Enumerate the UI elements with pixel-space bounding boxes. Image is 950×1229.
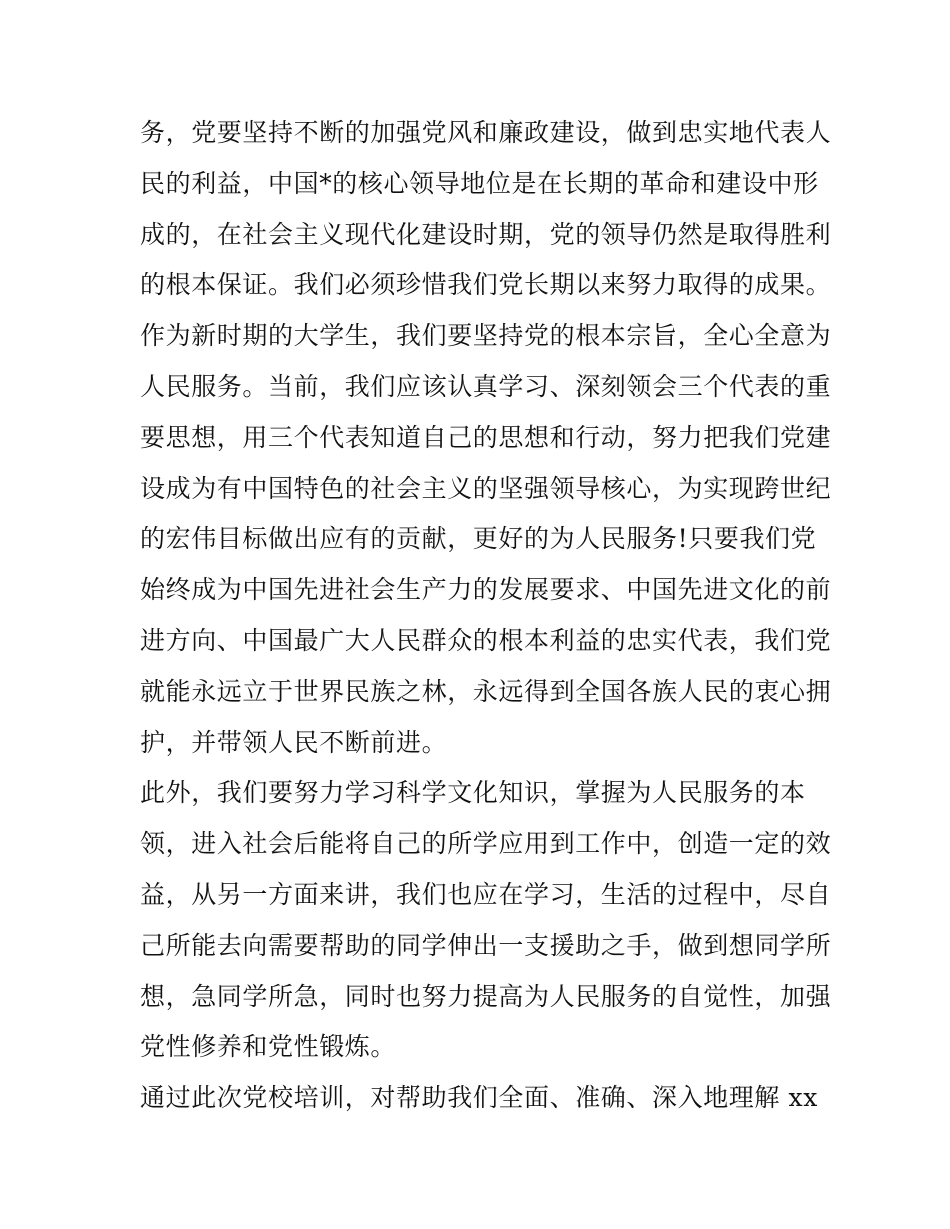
text-line: 作为新时期的大学生，我们要坚持党的根本宗旨，全心全意为 (140, 321, 832, 351)
text-line: 设成为有中国特色的社会主义的坚强领导核心，为实现跨世纪 (140, 473, 832, 503)
text-line: 益，从另一方面来讲，我们也应在学习，生活的过程中，尽自 (140, 879, 832, 909)
text-line: 务，党要坚持不断的加强党风和廉政建设，做到忠实地代表人 (140, 118, 832, 147)
text-line: 始终成为中国先进社会生产力的发展要求、中国先进文化的前 (140, 575, 832, 605)
text-line: 人民服务。当前，我们应该认真学习、深刻领会三个代表的重 (140, 371, 832, 401)
text-line: 成的，在社会主义现代化建设时期，党的领导仍然是取得胜利 (140, 219, 832, 249)
text-line: 此外，我们要努力学习科学文化知识，掌握为人民服务的本 (140, 778, 806, 808)
text-line: 的根本保证。我们必须珍惜我们党长期以来努力取得的成果。 (140, 270, 832, 300)
text-line: 想，急同学所急，同时也努力提高为人民服务的自觉性，加强 (140, 981, 832, 1011)
text-line: 领，进入社会后能将自己的所学应用到工作中，创造一定的效 (140, 829, 832, 859)
text-line: 己所能去向需要帮助的同学伸出一支援助之手，做到想同学所 (140, 930, 832, 960)
text-line: 的宏伟目标做出应有的贡献，更好的为人民服务!只要我们党 (140, 524, 817, 554)
text-line: 进方向、中国最广大人民群众的根本利益的忠实代表，我们党 (140, 625, 832, 655)
text-line: 通过此次党校培训，对帮助我们全面、准确、深入地理解 xx (140, 1083, 818, 1113)
text-line: 民的利益，中国*的核心领导地位是在长期的革命和建设中形 (140, 168, 819, 198)
document-body (140, 108, 832, 1124)
text-line: 党性修养和党性锻炼。 (140, 1032, 397, 1062)
text-line: 要思想，用三个代表知道自己的思想和行动，努力把我们党建 (140, 422, 832, 452)
text-line: 护，并带领人民不断前进。 (140, 727, 448, 757)
text-line: 就能永远立于世界民族之林，永远得到全国各族人民的衷心拥 (140, 676, 832, 706)
